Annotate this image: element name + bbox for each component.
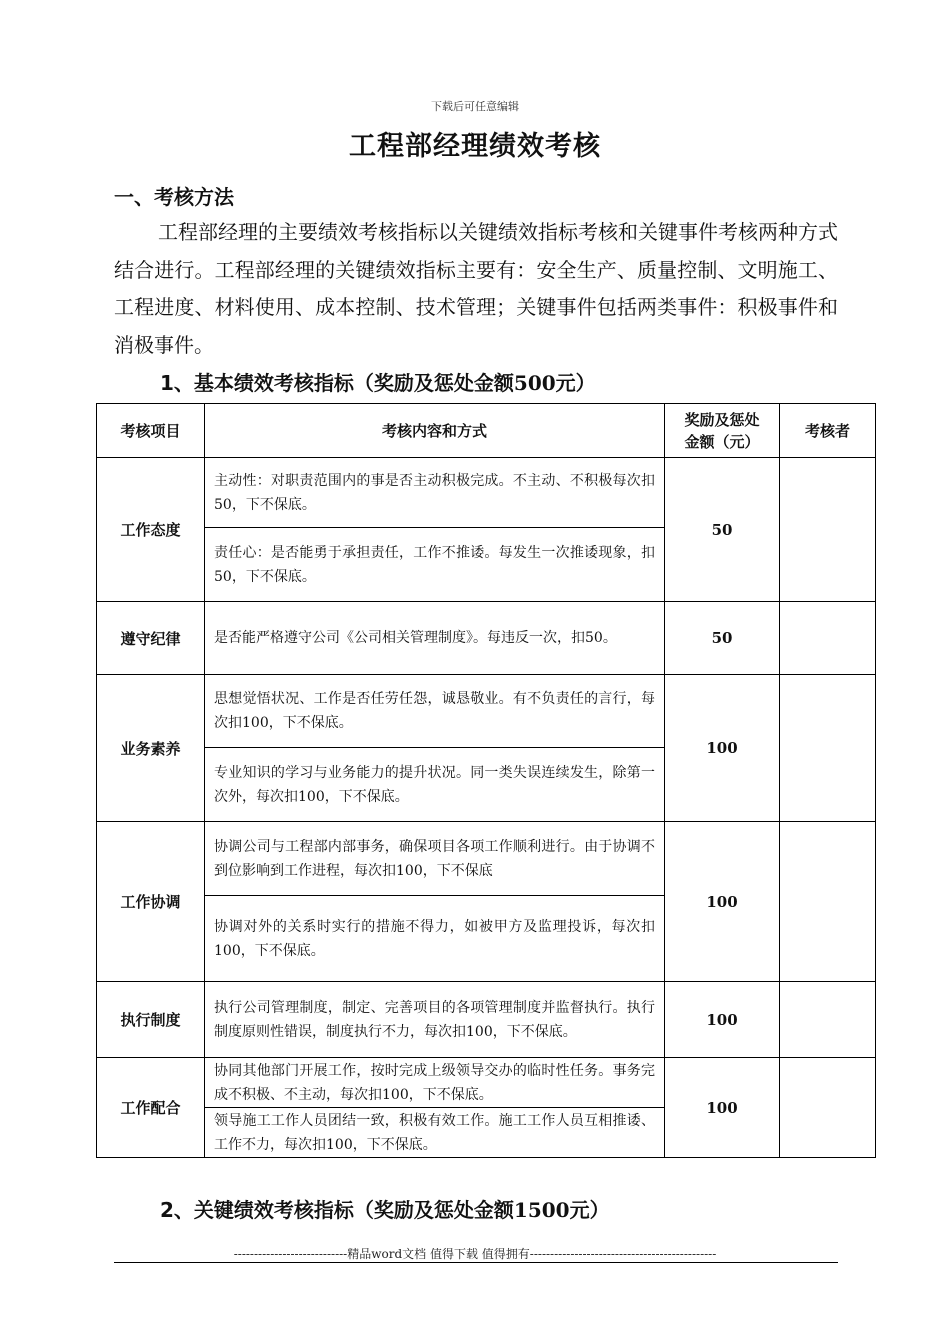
subsection-suffix: 元） — [569, 1198, 610, 1222]
header-amount — [665, 404, 780, 458]
kpi-table — [96, 403, 876, 1158]
criteria-cell: 思想觉悟状况、工作是否任劳任怨，诚恳敬业。有不负责任的言行，每次扣100，下不保底。 — [205, 675, 665, 748]
amount-cell: 50 — [665, 602, 780, 675]
criteria-cell: 是否能严格遵守公司《公司相关管理制度》。每违反一次，扣50。 — [205, 602, 665, 675]
page-title: 工程部经理绩效考核 — [349, 131, 601, 162]
intro-text: 工程部经理的主要绩效考核指标以关键绩效指标考核和关键事件考核两种方式结合进行。工程部经理的关键绩效指标主要有：安全生产、质量控制、文明施工、工程进度、材料使用、成本控制、技术管理；关键事件包括两类事件：积极事件和消极事件。 — [114, 220, 838, 357]
table-row — [97, 1058, 876, 1108]
footer-divider — [114, 1262, 838, 1263]
reviewer-cell — [780, 1058, 876, 1158]
table-row — [97, 822, 876, 896]
header-reviewer: 考核者 — [780, 404, 876, 458]
amount-cell: 100 — [665, 1058, 780, 1158]
criteria-cell: 领导施工工作人员团结一致，积极有效工作。施工工作人员互相推诿、工作不力，每次扣100，下不保底。 — [205, 1108, 665, 1158]
criteria-cell: 专业知识的学习与业务能力的提升状况。同一类失误连续发生，除第一次外，每次扣100，下不保底。 — [205, 748, 665, 822]
category-cell: 遵守纪律 — [97, 602, 205, 675]
subsection-amount: 500 — [513, 371, 556, 395]
header-amount-line2: 金额（元） — [684, 432, 760, 451]
reviewer-cell — [780, 602, 876, 675]
table-row — [97, 982, 876, 1058]
table-header-row — [97, 404, 876, 458]
subsection-amount: 1500 — [513, 1198, 570, 1222]
intro-paragraph — [114, 214, 838, 364]
subsection-heading-key-kpi — [160, 1194, 610, 1223]
category-cell: 工作协调 — [97, 822, 205, 982]
amount-cell: 100 — [665, 675, 780, 822]
subsection-prefix: 2、关键绩效考核指标（奖励及惩处金额 — [160, 1198, 514, 1222]
table-row — [97, 602, 876, 675]
criteria-cell: 协调对外的关系时实行的措施不得力，如被甲方及监理投诉，每次扣100，下不保底。 — [205, 896, 665, 982]
header-note: 下载后可任意编辑 — [431, 100, 519, 113]
table-row — [97, 458, 876, 528]
header-content: 考核内容和方式 — [205, 404, 665, 458]
subsection-prefix: 1、基本绩效考核指标（奖励及惩处金额 — [160, 371, 514, 395]
criteria-cell: 执行公司管理制度，制定、完善项目的各项管理制度并监督执行。执行制度原则性错误，制度执行不力，每次扣100，下不保底。 — [205, 982, 665, 1058]
reviewer-cell — [780, 458, 876, 602]
subsection-heading-basic-kpi — [160, 367, 596, 396]
reviewer-cell — [780, 675, 876, 822]
section-heading-method: 一、考核方法 — [114, 185, 234, 209]
category-cell: 执行制度 — [97, 982, 205, 1058]
subsection-suffix: 元） — [555, 371, 596, 395]
category-cell: 业务素养 — [97, 675, 205, 822]
header-item: 考核项目 — [97, 404, 205, 458]
amount-cell: 100 — [665, 982, 780, 1058]
category-cell: 工作配合 — [97, 1058, 205, 1158]
footer-text: ----------------------------精品word文档 值得下载 值得拥有---------------------------------------------- — [233, 1247, 717, 1261]
category-cell: 工作态度 — [97, 458, 205, 602]
criteria-cell: 主动性：对职责范围内的事是否主动积极完成。不主动、不积极每次扣50，下不保底。 — [205, 458, 665, 528]
reviewer-cell — [780, 982, 876, 1058]
table-row — [97, 675, 876, 748]
criteria-cell: 责任心：是否能勇于承担责任，工作不推诿。每发生一次推诿现象，扣50，下不保底。 — [205, 528, 665, 602]
amount-cell: 50 — [665, 458, 780, 602]
criteria-cell: 协调公司与工程部内部事务，确保项目各项工作顺利进行。由于协调不到位影响到工作进程，每次扣100，下不保底 — [205, 822, 665, 896]
criteria-cell: 协同其他部门开展工作，按时完成上级领导交办的临时性任务。事务完成不积极、不主动，每次扣100，下不保底。 — [205, 1058, 665, 1108]
amount-cell: 100 — [665, 822, 780, 982]
header-amount-line1: 奖励及惩处 — [684, 410, 760, 429]
reviewer-cell — [780, 822, 876, 982]
